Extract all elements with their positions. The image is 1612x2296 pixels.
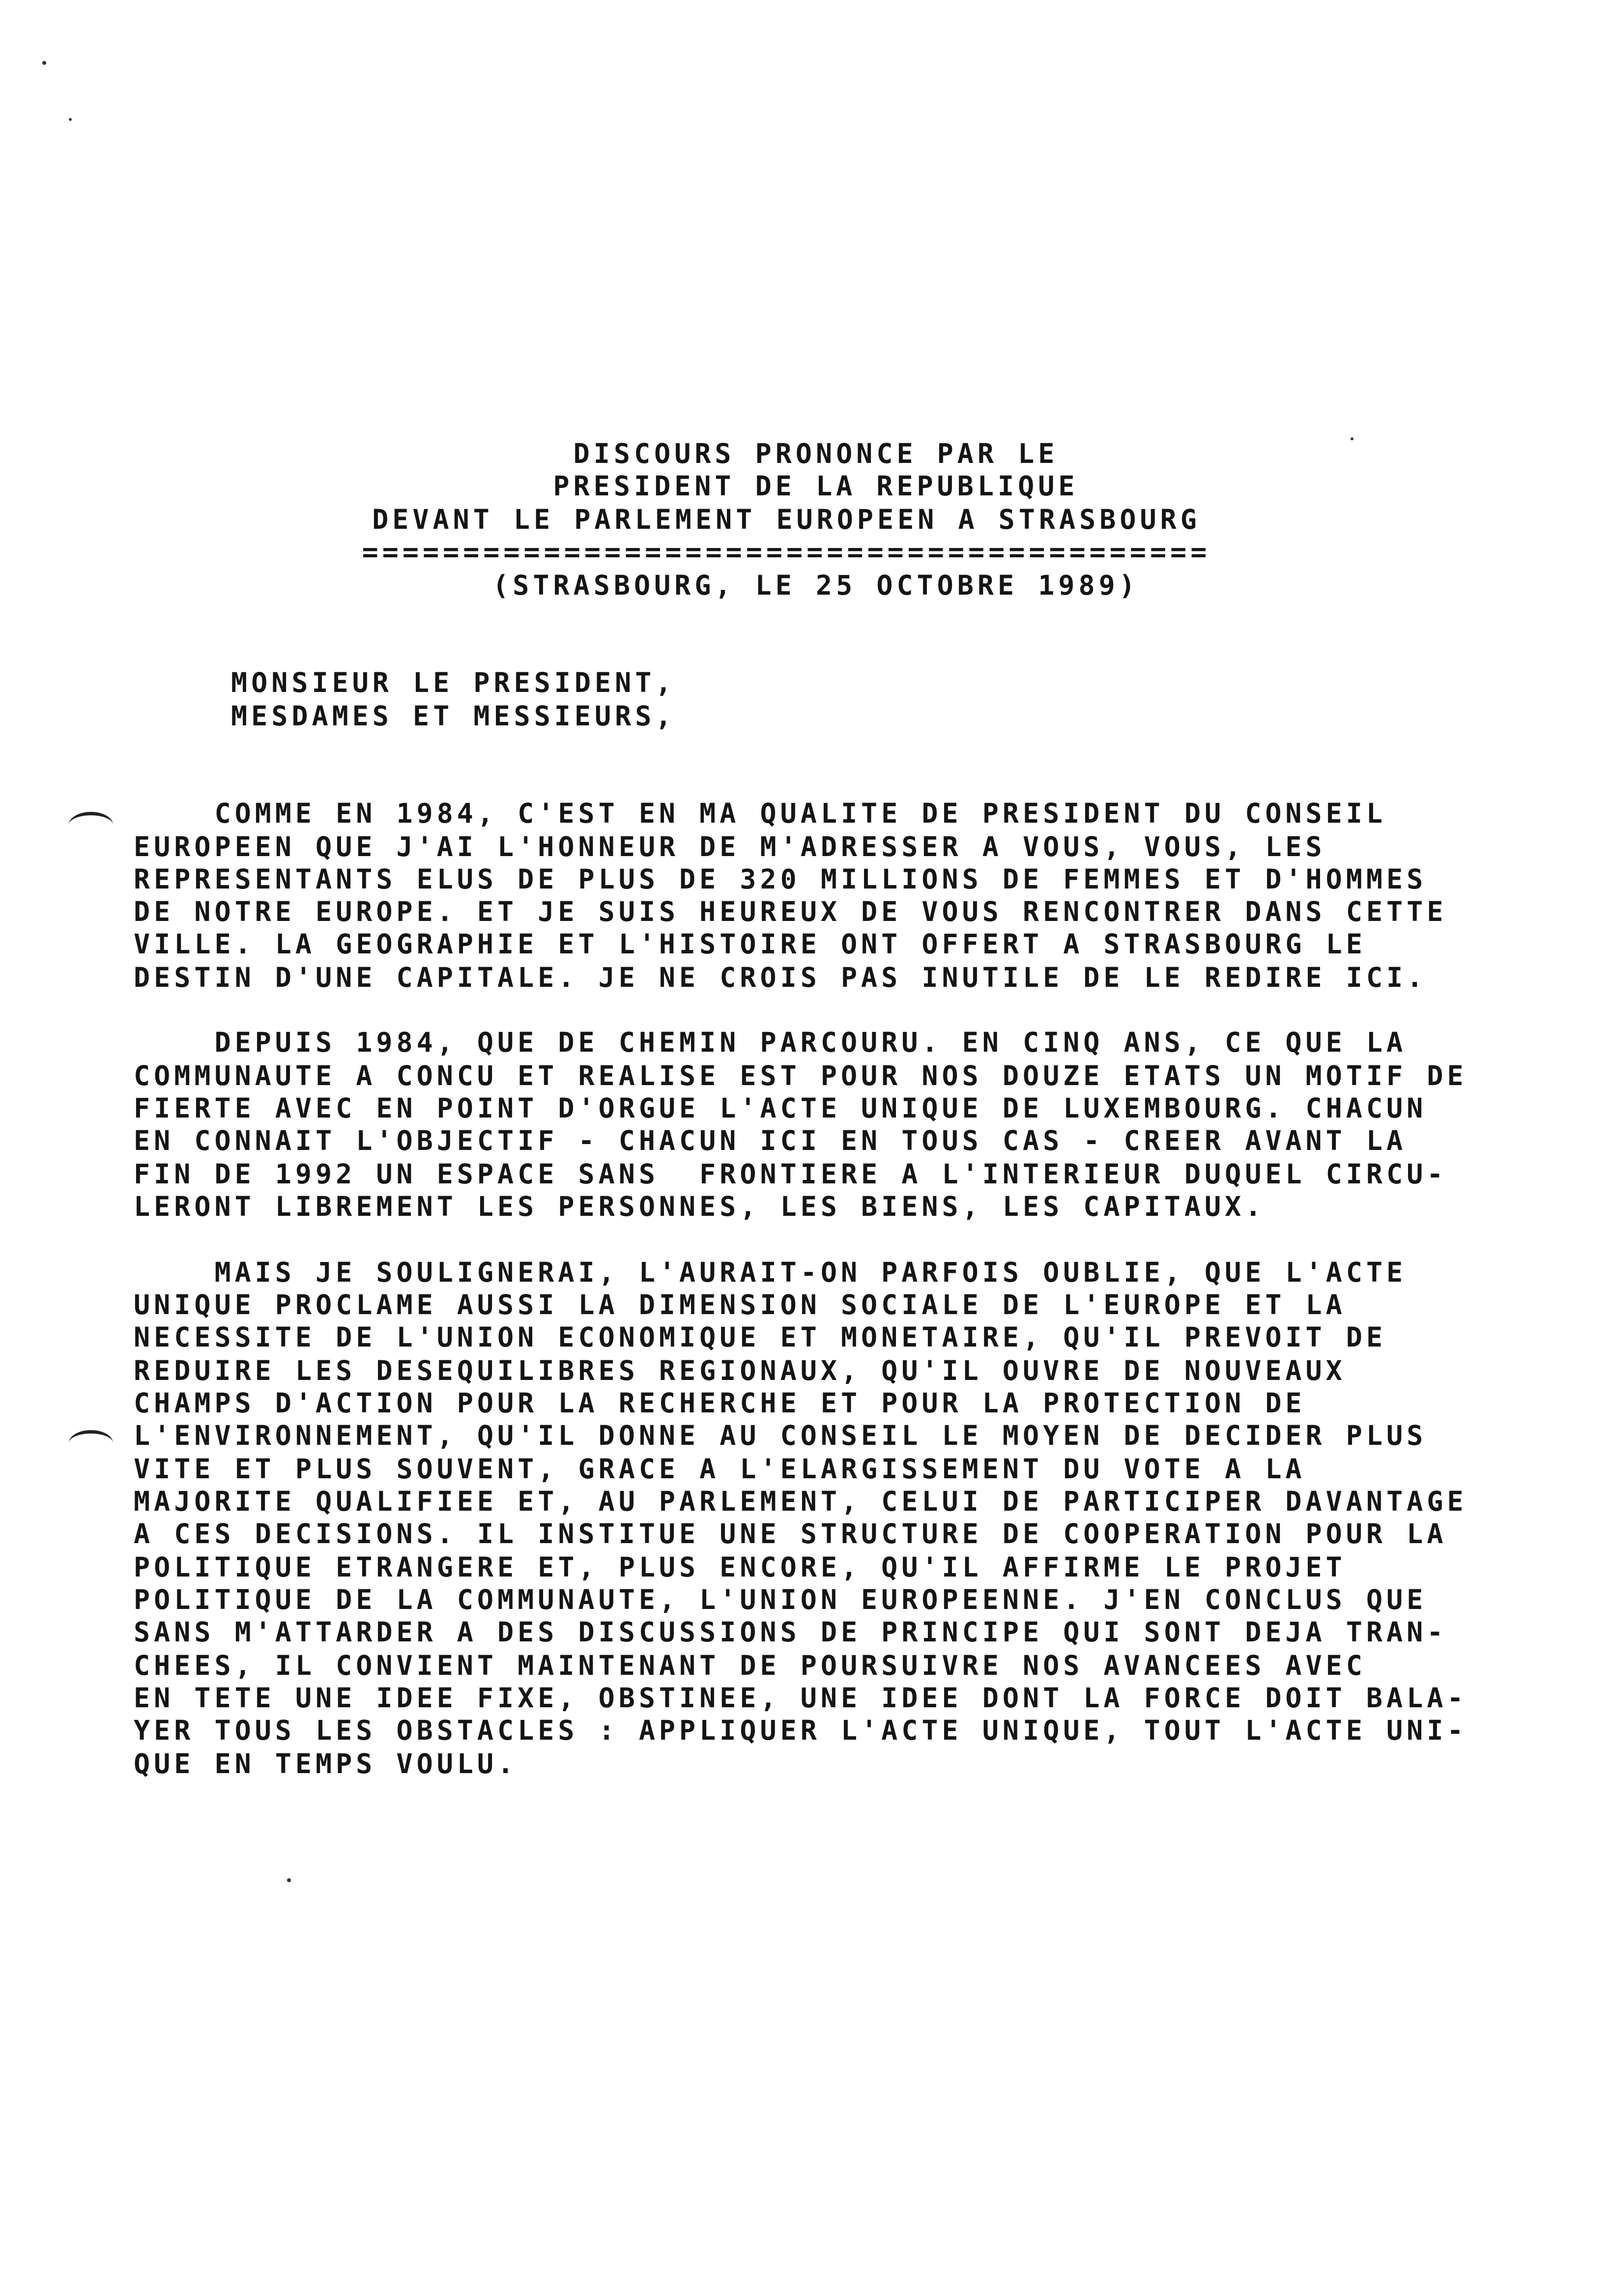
paragraph-3-line: A CES DECISIONS. IL INSTITUE UNE STRUCTURE DE COOPERATION POUR LA: [134, 1518, 1447, 1550]
paragraph-3-line: QUE EN TEMPS VOULU.: [134, 1748, 518, 1779]
paragraph-3-line: POLITIQUE ETRANGERE ET, PLUS ENCORE, QU'IL AFFIRME LE PROJET: [134, 1551, 1346, 1583]
punch-hole-mark: [69, 812, 113, 838]
paragraph-3-line: POLITIQUE DE LA COMMUNAUTE, L'UNION EUROPEENNE. J'EN CONCLUS QUE: [134, 1584, 1427, 1615]
paragraph-1-line: DE NOTRE EUROPE. ET JE SUIS HEUREUX DE VOUS RENCONTRER DANS CETTE: [134, 896, 1447, 927]
paragraph-2-line: FIERTE AVEC EN POINT D'ORGUE L'ACTE UNIQUE DE LUXEMBOURG. CHACUN: [134, 1092, 1427, 1124]
paragraph-2-line: FIN DE 1992 UN ESPACE SANS FRONTIERE A L'INTERIEUR DUQUEL CIRCU-: [134, 1158, 1447, 1190]
paragraph-3-line: VITE ET PLUS SOUVENT, GRACE A L'ELARGISSEMENT DU VOTE A LA: [134, 1453, 1306, 1485]
scan-speck: [69, 118, 72, 121]
paragraph-2-line: EN CONNAIT L'OBJECTIF - CHACUN ICI EN TOUS CAS - CREER AVANT LA: [134, 1125, 1407, 1156]
greeting-line-2: MESDAMES ET MESSIEURS,: [231, 700, 676, 732]
paragraph-2-line: LERONT LIBREMENT LES PERSONNES, LES BIENS, LES CAPITAUX.: [134, 1191, 1266, 1222]
punch-hole-mark: [69, 1430, 113, 1456]
title-separator: ==========================================: [362, 536, 1211, 568]
paragraph-3-line: CHEES, IL CONVIENT MAINTENANT DE POURSUIVRE NOS AVANCEES AVEC: [134, 1650, 1366, 1681]
date-line: (STRASBOURG, LE 25 OCTOBRE 1989): [492, 570, 1139, 601]
paragraph-1-line: EUROPEEN QUE J'AI L'HONNEUR DE M'ADRESSER A VOUS, VOUS, LES: [134, 831, 1326, 862]
paragraph-2-line: DEPUIS 1984, QUE DE CHEMIN PARCOURU. EN CINQ ANS, CE QUE LA: [134, 1027, 1407, 1058]
paragraph-1-line: DESTIN D'UNE CAPITALE. JE NE CROIS PAS INUTILE DE LE REDIRE ICI.: [134, 962, 1427, 993]
title-line-3: DEVANT LE PARLEMENT EUROPEEN A STRASBOURG: [372, 504, 1201, 535]
paragraph-3-line: REDUIRE LES DESEQUILIBRES REGIONAUX, QU'IL OUVRE DE NOUVEAUX: [134, 1355, 1346, 1386]
paragraph-3-line: UNIQUE PROCLAME AUSSI LA DIMENSION SOCIALE DE L'EUROPE ET LA: [134, 1289, 1346, 1320]
paragraph-3-line: MAJORITE QUALIFIEE ET, AU PARLEMENT, CELUI DE PARTICIPER DAVANTAGE: [134, 1486, 1468, 1517]
paragraph-3-line: YER TOUS LES OBSTACLES : APPLIQUER L'ACTE UNIQUE, TOUT L'ACTE UNI-: [134, 1715, 1468, 1746]
paragraph-3-line: EN TETE UNE IDEE FIXE, OBSTINEE, UNE IDEE DONT LA FORCE DOIT BALA-: [134, 1682, 1468, 1714]
paragraph-3-line: CHAMPS D'ACTION POUR LA RECHERCHE ET POUR LA PROTECTION DE: [134, 1387, 1306, 1419]
paragraph-1-line: REPRESENTANTS ELUS DE PLUS DE 320 MILLIONS DE FEMMES ET D'HOMMES: [134, 863, 1427, 895]
paragraph-2-line: COMMUNAUTE A CONCU ET REALISE EST POUR NOS DOUZE ETATS UN MOTIF DE: [134, 1060, 1468, 1091]
paragraph-1-line: COMME EN 1984, C'EST EN MA QUALITE DE PRESIDENT DU CONSEIL: [134, 798, 1386, 829]
paragraph-3-line: MAIS JE SOULIGNERAI, L'AURAIT-ON PARFOIS OUBLIE, QUE L'ACTE: [134, 1257, 1407, 1288]
paragraph-1-line: VILLE. LA GEOGRAPHIE ET L'HISTOIRE ONT OFFERT A STRASBOURG LE: [134, 928, 1366, 960]
greeting-line-1: MONSIEUR LE PRESIDENT,: [231, 667, 676, 698]
paragraph-3-line: NECESSITE DE L'UNION ECONOMIQUE ET MONETAIRE, QU'IL PREVOIT DE: [134, 1321, 1386, 1353]
paragraph-3-line: SANS M'ATTARDER A DES DISCUSSIONS DE PRINCIPE QUI SONT DEJA TRAN-: [134, 1616, 1447, 1648]
title-line-1: DISCOURS PRONONCE PAR LE: [573, 438, 1059, 469]
title-line-2: PRESIDENT DE LA REPUBLIQUE: [553, 470, 1079, 502]
scan-speck: [42, 61, 46, 65]
scan-speck: [287, 1878, 291, 1882]
paragraph-3-line: L'ENVIRONNEMENT, QU'IL DONNE AU CONSEIL LE MOYEN DE DECIDER PLUS: [134, 1420, 1427, 1451]
